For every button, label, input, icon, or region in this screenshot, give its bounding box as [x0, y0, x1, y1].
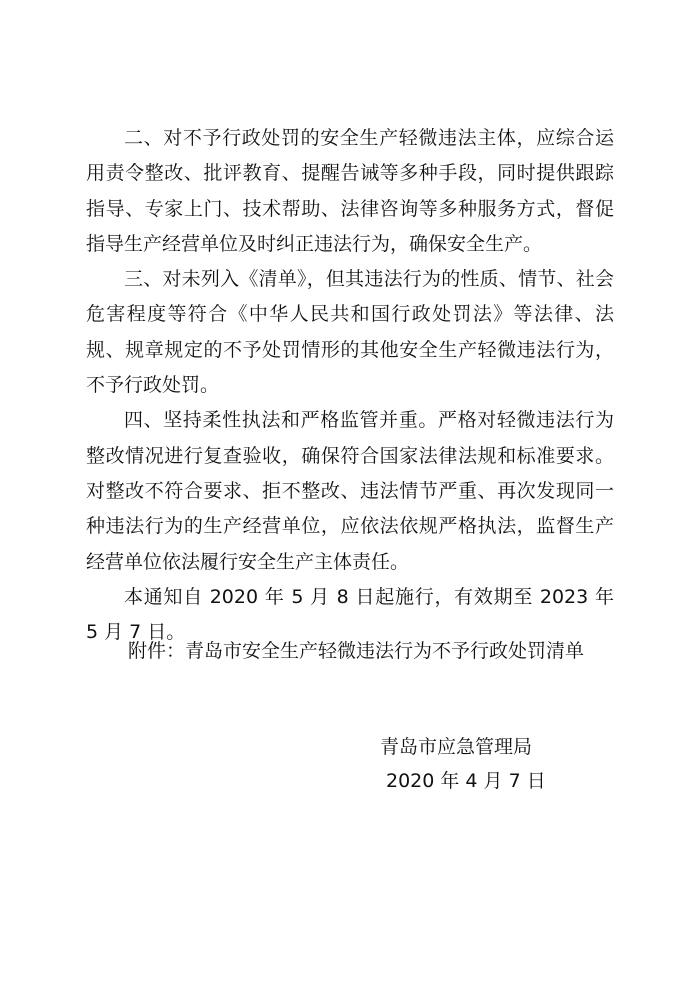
signature-organization: 青岛市应急管理局	[380, 736, 533, 758]
effective-date-paragraph: 本通知自 2020 年 5 月 8 日起施行，有效期至 2023 年 5 月 7 日。	[86, 585, 614, 644]
paragraph-2: 二、对不予行政处罚的安全生产轻微违法主体，应综合运用责令整改、批评教育、提醒告诫等多种手段，同时提供跟踪指导、专家上门、技术帮助、法律咨询等多种服务方式，督促指导生产经营单位及时纠正违法行为，确保安全生产。	[86, 127, 614, 255]
paragraph-4: 四、坚持柔性执法和严格监管并重。严格对轻微违法行为整改情况进行复查验收，确保符合国家法律法规和标准要求。对整改不符合要求、拒不整改、违法情节严重、再次发现同一种违法行为的生产经营单位，应依法依规严格执法，监督生产经营单位依法履行安全生产主体责任。	[86, 409, 614, 573]
attachment-note: 附件：青岛市安全生产轻微违法行为不予行政处罚清单	[128, 640, 585, 662]
paragraph-3: 三、对未列入《清单》，但其违法行为的性质、情节、社会危害程度等符合《中华人民共和国行政处罚法》等法律、法规、规章规定的不予处罚情形的其他安全生产轻微违法行为，不予行政处罚。	[86, 268, 614, 397]
document-body	[86, 121, 614, 650]
signature-date: 2020 年 4 月 7 日	[386, 770, 546, 792]
